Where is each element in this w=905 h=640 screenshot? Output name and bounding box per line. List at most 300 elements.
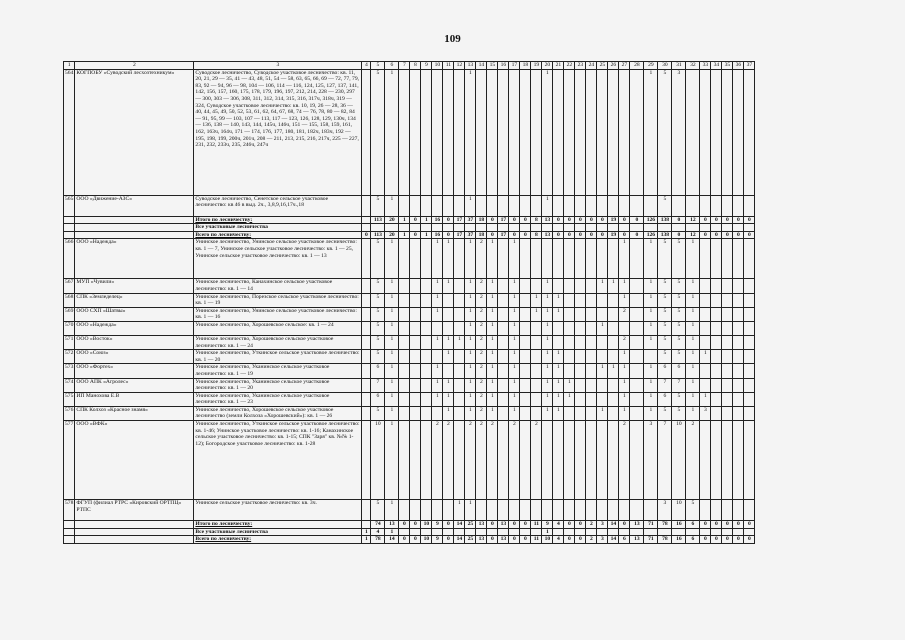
value-cell (564, 239, 575, 279)
value-cell: 9 (432, 536, 443, 544)
value-cell (733, 500, 744, 521)
value-cell: 11 (531, 521, 542, 529)
value-cell (733, 350, 744, 364)
value-cell (421, 350, 432, 364)
column-number: 26 (608, 62, 619, 70)
value-cell: 5 (672, 350, 686, 364)
organization-cell: ООО «Восток» (75, 335, 194, 349)
value-cell (564, 421, 575, 500)
value-cell (597, 335, 608, 349)
value-cell: 3 (700, 406, 711, 420)
value-cell (421, 224, 432, 232)
value-cell (700, 307, 711, 321)
value-cell (443, 69, 454, 195)
value-cell (744, 69, 755, 195)
value-cell: 1 (564, 392, 575, 406)
value-cell: 1 (465, 293, 476, 307)
value-cell: 14 (385, 536, 399, 544)
value-cell (722, 293, 733, 307)
value-cell (432, 69, 443, 195)
value-cell (744, 421, 755, 500)
value-cell: 0 (553, 216, 564, 224)
column-number: 36 (733, 62, 744, 70)
forestry-description-cell: Унинское лесничество, Уканинское сельское участковое лесничество: кв. 1 — 23 (194, 392, 362, 406)
value-cell: 1 (487, 321, 498, 335)
value-cell (520, 69, 531, 195)
organization-cell (75, 231, 194, 239)
value-cell (744, 528, 755, 536)
value-cell (362, 195, 371, 216)
value-cell: 14 (608, 536, 619, 544)
value-cell (630, 321, 644, 335)
value-cell: 8 (531, 216, 542, 224)
value-cell (608, 239, 619, 279)
value-cell: 1 (644, 392, 658, 406)
value-cell: 1 (385, 528, 399, 536)
value-cell (564, 307, 575, 321)
value-cell (597, 69, 608, 195)
row-number-cell: 567 (64, 279, 75, 293)
value-cell: 2 (443, 421, 454, 500)
value-cell (531, 350, 542, 364)
row-number-cell: 564 (64, 69, 75, 195)
value-cell: 0 (733, 216, 744, 224)
value-cell: 13 (498, 521, 509, 529)
value-cell: 2 (432, 421, 443, 500)
value-cell: 1 (542, 378, 553, 392)
value-cell (575, 279, 586, 293)
value-cell (733, 69, 744, 195)
value-cell (564, 335, 575, 349)
value-cell (410, 195, 421, 216)
value-cell (498, 421, 509, 500)
value-cell: 0 (722, 536, 733, 544)
value-cell: 17 (498, 216, 509, 224)
value-cell: 1 (597, 364, 608, 378)
value-cell (711, 406, 722, 420)
column-number: 21 (553, 62, 564, 70)
forestry-description-cell: Унинское лесничество, Хорошевское сельское участковое лесничество: кв. 1 — 24 (194, 335, 362, 349)
forestry-description-cell: Унинское лесничество, Хорошевское сельское: кв. 1 — 24 (194, 321, 362, 335)
value-cell: 1 (465, 392, 476, 406)
value-cell: 10 (672, 500, 686, 521)
value-cell (744, 378, 755, 392)
organization-cell: ИП Манохова Е.В (75, 392, 194, 406)
value-cell: 6 (672, 364, 686, 378)
value-cell (744, 406, 755, 420)
value-cell (586, 378, 597, 392)
value-cell: 2 (476, 239, 487, 279)
value-cell (443, 293, 454, 307)
value-cell: 2 (586, 536, 597, 544)
value-cell (630, 224, 644, 232)
value-cell: 1 (509, 279, 520, 293)
value-cell: 2 (476, 350, 487, 364)
value-cell: 1 (421, 216, 432, 224)
value-cell: 2 (531, 421, 542, 500)
value-cell (399, 239, 410, 279)
value-cell: 1 (487, 279, 498, 293)
value-cell: 1 (487, 350, 498, 364)
value-cell: 2 (487, 421, 498, 500)
value-cell: 2 (476, 293, 487, 307)
value-cell (608, 421, 619, 500)
value-cell: 1 (686, 392, 700, 406)
value-cell (454, 321, 465, 335)
value-cell: 1 (509, 293, 520, 307)
value-cell: 1 (432, 239, 443, 279)
column-number: 5 (371, 62, 385, 70)
value-cell (619, 195, 630, 216)
value-cell (608, 378, 619, 392)
value-cell (630, 307, 644, 321)
value-cell (630, 392, 644, 406)
value-cell (744, 293, 755, 307)
value-cell: 6 (371, 364, 385, 378)
value-cell: 0 (597, 216, 608, 224)
value-cell (564, 321, 575, 335)
value-cell: 25 (465, 521, 476, 529)
value-cell (597, 421, 608, 500)
value-cell: 1 (553, 307, 564, 321)
value-cell (744, 364, 755, 378)
row-number-cell (64, 224, 75, 232)
value-cell: 0 (700, 521, 711, 529)
report-table-wrapper (63, 61, 755, 544)
value-cell (362, 364, 371, 378)
total-label: Все участковые лесничества (194, 528, 362, 536)
value-cell (711, 239, 722, 279)
value-cell: 0 (443, 521, 454, 529)
value-cell (630, 335, 644, 349)
value-cell: 1 (542, 279, 553, 293)
forestry-description-cell: Унинское лесничество, Уканинское сельское участковое лесничество: кв. 1 — 19 (194, 364, 362, 378)
value-cell (542, 421, 553, 500)
value-cell: 0 (399, 521, 410, 529)
value-cell: 1 (362, 528, 371, 536)
table-row (64, 69, 755, 195)
value-cell (630, 69, 644, 195)
value-cell (711, 195, 722, 216)
value-cell (498, 335, 509, 349)
value-cell (454, 279, 465, 293)
value-cell (575, 500, 586, 521)
value-cell (597, 239, 608, 279)
value-cell (722, 378, 733, 392)
value-cell: 3 (644, 421, 658, 500)
value-cell (421, 406, 432, 420)
value-cell: 1 (509, 239, 520, 279)
value-cell: 1 (644, 335, 658, 349)
value-cell: 1 (686, 364, 700, 378)
value-cell (421, 293, 432, 307)
value-cell: 1 (597, 279, 608, 293)
value-cell (454, 392, 465, 406)
value-cell: 0 (711, 216, 722, 224)
value-cell (454, 421, 465, 500)
value-cell: 13 (476, 521, 487, 529)
value-cell (700, 421, 711, 500)
value-cell: 1 (619, 239, 630, 279)
value-cell (476, 224, 487, 232)
value-cell (630, 293, 644, 307)
value-cell (399, 421, 410, 500)
value-cell: 1 (542, 392, 553, 406)
value-cell: 5 (658, 406, 672, 420)
value-cell (476, 528, 487, 536)
value-cell: 5 (658, 279, 672, 293)
value-cell: 1 (443, 406, 454, 420)
value-cell (531, 528, 542, 536)
value-cell (531, 378, 542, 392)
value-cell: 1 (608, 364, 619, 378)
column-number: 37 (744, 62, 755, 70)
value-cell (498, 279, 509, 293)
value-cell (520, 350, 531, 364)
value-cell: 1 (465, 69, 476, 195)
value-cell: 71 (644, 536, 658, 544)
value-cell (672, 195, 686, 216)
value-cell (520, 321, 531, 335)
value-cell (371, 224, 385, 232)
value-cell: 1 (553, 406, 564, 420)
value-cell (531, 392, 542, 406)
value-cell: 0 (443, 216, 454, 224)
value-cell: 13 (542, 216, 553, 224)
value-cell: 5 (658, 350, 672, 364)
value-cell (630, 528, 644, 536)
value-cell (498, 307, 509, 321)
value-cell: 1 (385, 293, 399, 307)
value-cell (362, 421, 371, 500)
value-cell (454, 69, 465, 195)
value-cell: 78 (371, 536, 385, 544)
value-cell (432, 195, 443, 216)
value-cell: 138 (658, 216, 672, 224)
value-cell: 9 (542, 521, 553, 529)
value-cell (733, 421, 744, 500)
value-cell (421, 279, 432, 293)
value-cell: 10 (672, 421, 686, 500)
value-cell: 1 (509, 307, 520, 321)
value-cell: 1 (553, 293, 564, 307)
value-cell: 0 (487, 216, 498, 224)
column-number: 10 (432, 62, 443, 70)
value-cell: 1 (644, 307, 658, 321)
value-cell: 4 (553, 536, 564, 544)
value-cell: 1 (509, 392, 520, 406)
value-cell (498, 392, 509, 406)
value-cell: 1 (487, 406, 498, 420)
value-cell: 0 (711, 231, 722, 239)
value-cell: 0 (443, 536, 454, 544)
value-cell: 1 (385, 239, 399, 279)
value-cell (711, 500, 722, 521)
value-cell (722, 239, 733, 279)
value-cell: 13 (630, 521, 644, 529)
value-cell (399, 364, 410, 378)
value-cell: 1 (443, 350, 454, 364)
value-cell (597, 293, 608, 307)
value-cell: 1 (465, 335, 476, 349)
value-cell: 20 (385, 216, 399, 224)
value-cell (608, 500, 619, 521)
value-cell (586, 279, 597, 293)
value-cell (575, 335, 586, 349)
value-cell (644, 500, 658, 521)
value-cell (410, 528, 421, 536)
value-cell: 5 (672, 307, 686, 321)
value-cell: 1 (487, 392, 498, 406)
value-cell (454, 195, 465, 216)
value-cell: 0 (410, 521, 421, 529)
value-cell (542, 500, 553, 521)
value-cell (722, 528, 733, 536)
value-cell (362, 500, 371, 521)
value-cell: 1 (432, 335, 443, 349)
value-cell: 1 (542, 350, 553, 364)
value-cell (399, 69, 410, 195)
value-cell (733, 293, 744, 307)
row-number-cell: 578 (64, 500, 75, 521)
value-cell (722, 364, 733, 378)
value-cell: 78 (658, 536, 672, 544)
value-cell: 7 (672, 378, 686, 392)
value-cell (700, 335, 711, 349)
value-cell (553, 279, 564, 293)
value-cell: 10 (421, 521, 432, 529)
row-number-cell: 566 (64, 239, 75, 279)
total-row (64, 536, 755, 544)
value-cell (410, 500, 421, 521)
value-cell (362, 239, 371, 279)
value-cell (575, 307, 586, 321)
column-number: 4 (362, 62, 371, 70)
column-number: 24 (586, 62, 597, 70)
value-cell (531, 335, 542, 349)
value-cell: 1 (644, 293, 658, 307)
table-row (64, 406, 755, 420)
value-cell (597, 350, 608, 364)
value-cell (700, 364, 711, 378)
column-number: 20 (542, 62, 553, 70)
value-cell: 5 (371, 239, 385, 279)
value-cell (686, 224, 700, 232)
value-cell: 1 (487, 335, 498, 349)
value-cell (658, 528, 672, 536)
value-cell (520, 528, 531, 536)
column-number: 7 (399, 62, 410, 70)
column-number-row (64, 62, 755, 70)
value-cell (608, 335, 619, 349)
value-cell (362, 69, 371, 195)
column-number: 30 (658, 62, 672, 70)
value-cell (553, 335, 564, 349)
value-cell: 126 (644, 231, 658, 239)
value-cell: 1 (686, 279, 700, 293)
row-number-cell: 569 (64, 307, 75, 321)
table-row (64, 195, 755, 216)
value-cell: 1 (644, 378, 658, 392)
value-cell (443, 307, 454, 321)
value-cell: 1 (542, 335, 553, 349)
value-cell: 0 (711, 536, 722, 544)
total-row (64, 224, 755, 232)
value-cell: 2 (619, 421, 630, 500)
value-cell: 0 (564, 231, 575, 239)
value-cell: 25 (465, 536, 476, 544)
value-cell: 1 (487, 364, 498, 378)
value-cell (586, 500, 597, 521)
value-cell (498, 364, 509, 378)
value-cell (421, 69, 432, 195)
table-row (64, 364, 755, 378)
value-cell: 5 (658, 239, 672, 279)
value-cell: 2 (476, 421, 487, 500)
value-cell (498, 350, 509, 364)
value-cell: 0 (487, 521, 498, 529)
value-cell: 5 (672, 293, 686, 307)
value-cell (722, 224, 733, 232)
value-cell (733, 195, 744, 216)
value-cell (362, 378, 371, 392)
value-cell (520, 224, 531, 232)
value-cell: 3 (658, 500, 672, 521)
value-cell (733, 378, 744, 392)
organization-cell: ООО СХП «Шатвы» (75, 307, 194, 321)
value-cell (520, 500, 531, 521)
value-cell: 0 (564, 536, 575, 544)
value-cell (686, 69, 700, 195)
value-cell (399, 528, 410, 536)
table-row (64, 392, 755, 406)
value-cell (553, 528, 564, 536)
value-cell (586, 421, 597, 500)
value-cell (509, 224, 520, 232)
value-cell (630, 378, 644, 392)
value-cell (553, 69, 564, 195)
value-cell: 1 (385, 69, 399, 195)
value-cell: 1 (644, 321, 658, 335)
organization-cell: МУП «Чувили» (75, 279, 194, 293)
forestry-description-cell: Унинское лесничество, Уткинское сельское участковое лесничество: кв. 1-46; Унинское участковое лесничество: кв. 1-16; Канахинское сельское участковое лесничество: кв. 1-15; СПК "Заря" кв. №№ 1-12); Богородское участковое лесничество: кв. 1-28 (194, 421, 362, 500)
value-cell (575, 69, 586, 195)
value-cell (686, 195, 700, 216)
value-cell: 2 (686, 421, 700, 500)
value-cell: 5 (371, 406, 385, 420)
value-cell (362, 335, 371, 349)
value-cell: 1 (686, 335, 700, 349)
column-number: 1 (64, 62, 75, 70)
table-row (64, 500, 755, 521)
value-cell: 0 (722, 216, 733, 224)
value-cell: 1 (385, 195, 399, 216)
value-cell (465, 528, 476, 536)
value-cell (644, 528, 658, 536)
column-number: 11 (443, 62, 454, 70)
value-cell (744, 224, 755, 232)
value-cell: 5 (672, 406, 686, 420)
value-cell: 0 (399, 536, 410, 544)
value-cell (410, 307, 421, 321)
value-cell: 138 (658, 231, 672, 239)
total-row (64, 521, 755, 529)
value-cell: 17 (498, 231, 509, 239)
column-number: 28 (630, 62, 644, 70)
value-cell: 74 (371, 521, 385, 529)
value-cell (630, 421, 644, 500)
value-cell (362, 216, 371, 224)
